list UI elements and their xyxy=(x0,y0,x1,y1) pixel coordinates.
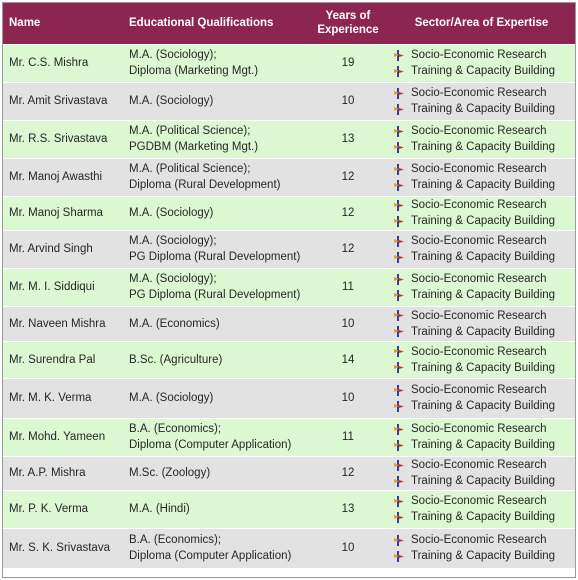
qualification-line: PGDBM (Marketing Mgt.) xyxy=(129,141,259,153)
cell-qualifications xyxy=(123,378,308,418)
cell-sector xyxy=(388,120,575,158)
sector-item xyxy=(394,177,569,193)
cell-qualifications xyxy=(123,456,308,490)
cell-sector xyxy=(388,456,575,490)
sector-label: Socio-Economic Research xyxy=(411,384,547,396)
sector-item xyxy=(394,63,569,79)
sector-item xyxy=(394,437,569,453)
sector-label: Socio-Economic Research xyxy=(411,423,547,435)
qualification-line: M.Sc. (Zoology) xyxy=(129,467,211,479)
cell-years: 13 xyxy=(341,133,355,145)
table-row xyxy=(3,158,575,196)
arrow-bullet-icon xyxy=(394,385,404,396)
cell-qualifications xyxy=(123,306,308,341)
sector-item xyxy=(394,344,569,360)
qualification-line: PG Diploma (Rural Development) xyxy=(129,251,301,263)
arrow-bullet-icon xyxy=(394,164,404,175)
cell-sector xyxy=(388,230,575,268)
cell-years: 12 xyxy=(341,467,355,479)
arrow-bullet-icon xyxy=(394,476,404,487)
cell-qualifications xyxy=(123,230,308,268)
cell-sector xyxy=(388,196,575,230)
sector-label: Socio-Economic Research xyxy=(411,495,547,507)
arrow-bullet-icon xyxy=(394,88,404,99)
cell-years: 12 xyxy=(341,243,355,255)
cell-name: Mr. C.S. Mishra xyxy=(9,57,89,69)
qualification-line: M.A. (Economics) xyxy=(129,317,220,330)
sector-label: Socio-Economic Research xyxy=(411,87,547,99)
qualification-line: M.A. (Sociology); xyxy=(129,273,217,285)
table-row xyxy=(3,378,575,418)
table-row xyxy=(3,306,575,341)
cell-name: Mr. A.P. Mishra xyxy=(9,467,86,479)
cell-name: Mr. Arvind Singh xyxy=(9,243,93,255)
cell-qualifications xyxy=(123,418,308,456)
sector-item xyxy=(394,308,569,324)
sector-label: Training & Capacity Building xyxy=(411,65,556,77)
sector-label: Socio-Economic Research xyxy=(411,163,547,175)
cell-sector xyxy=(388,268,575,306)
table-row xyxy=(3,341,575,378)
arrow-bullet-icon xyxy=(394,50,404,61)
header-experience-line2: Experience xyxy=(317,24,379,37)
cell-qualifications xyxy=(123,158,308,196)
table-row xyxy=(3,268,575,306)
cell-name: Mr. M. K. Verma xyxy=(9,392,92,404)
sector-item xyxy=(394,197,569,213)
sector-item xyxy=(394,85,569,101)
sector-label: Socio-Economic Research xyxy=(411,49,547,61)
cell-years: 12 xyxy=(341,171,355,183)
qualification-line: Diploma (Marketing Mgt.) xyxy=(129,65,259,77)
cell-qualifications xyxy=(123,268,308,306)
table-header-row xyxy=(3,3,575,44)
cell-name: Mr. Manoj Awasthi xyxy=(9,171,103,183)
arrow-bullet-icon xyxy=(394,362,404,373)
table-row xyxy=(3,196,575,230)
table-row xyxy=(3,528,575,568)
cell-sector xyxy=(388,418,575,456)
cell-qualifications xyxy=(123,44,308,82)
sector-item xyxy=(394,123,569,139)
cell-name: Mr. P. K. Verma xyxy=(9,503,89,515)
sector-label: Training & Capacity Building xyxy=(411,215,556,227)
arrow-bullet-icon xyxy=(394,460,404,471)
sector-label: Training & Capacity Building xyxy=(411,103,556,115)
sector-label: Training & Capacity Building xyxy=(411,511,556,523)
sector-item xyxy=(394,398,569,414)
table-row xyxy=(3,82,575,120)
sector-label: Socio-Economic Research xyxy=(411,125,547,137)
cell-name: Mr. Naveen Mishra xyxy=(9,317,106,330)
cell-sector xyxy=(388,378,575,418)
qualification-line: PG Diploma (Rural Development) xyxy=(129,289,301,301)
sector-item xyxy=(394,473,569,489)
cell-name: Mr. Surendra Pal xyxy=(9,353,96,366)
arrow-bullet-icon xyxy=(394,216,404,227)
sector-item xyxy=(394,532,569,548)
arrow-bullet-icon xyxy=(394,535,404,546)
cell-years: 14 xyxy=(341,353,355,366)
sector-label: Socio-Economic Research xyxy=(411,273,547,285)
arrow-bullet-icon xyxy=(394,180,404,191)
arrow-bullet-icon xyxy=(394,274,404,285)
qualification-line: M.A. (Sociology) xyxy=(129,207,214,219)
sector-item xyxy=(394,139,569,155)
header-name: Name xyxy=(9,17,41,30)
cell-years: 10 xyxy=(341,542,355,555)
arrow-bullet-icon xyxy=(394,310,404,321)
sector-item xyxy=(394,382,569,398)
arrow-bullet-icon xyxy=(394,142,404,153)
qualification-line: M.A. (Hindi) xyxy=(129,503,190,515)
arrow-bullet-icon xyxy=(394,66,404,77)
sector-item xyxy=(394,287,569,303)
table-row xyxy=(3,44,575,82)
qualification-line: B.A. (Economics); xyxy=(129,423,222,435)
sector-label: Training & Capacity Building xyxy=(411,439,556,451)
sector-item xyxy=(394,548,569,564)
sector-label: Training & Capacity Building xyxy=(411,325,556,338)
qualification-line: B.Sc. (Agriculture) xyxy=(129,353,223,366)
table-row xyxy=(3,490,575,528)
table-row xyxy=(3,418,575,456)
sector-label: Training & Capacity Building xyxy=(411,289,556,301)
cell-years: 10 xyxy=(341,317,355,330)
sector-label: Training & Capacity Building xyxy=(411,400,556,412)
qualification-line: M.A. (Sociology) xyxy=(129,95,214,107)
qualification-line: Diploma (Computer Application) xyxy=(129,550,292,563)
qualification-line: M.A. (Sociology) xyxy=(129,392,214,404)
arrow-bullet-icon xyxy=(394,440,404,451)
qualification-line: M.A. (Political Science); xyxy=(129,125,251,137)
arrow-bullet-icon xyxy=(394,236,404,247)
qualification-line: M.A. (Sociology); xyxy=(129,49,217,61)
cell-years: 11 xyxy=(342,431,354,443)
arrow-bullet-icon xyxy=(394,252,404,263)
cell-sector xyxy=(388,306,575,341)
cell-name: Mr. S. K. Srivastava xyxy=(9,542,110,555)
sector-label: Socio-Economic Research xyxy=(411,199,547,211)
cell-name: Mr. M. I. Siddiqui xyxy=(9,281,95,293)
cell-years: 11 xyxy=(342,281,354,293)
arrow-bullet-icon xyxy=(394,200,404,211)
sector-label: Socio-Economic Research xyxy=(411,534,547,547)
sector-label: Training & Capacity Building xyxy=(411,361,556,374)
cell-name: Mr. R.S. Srivastava xyxy=(9,133,108,145)
sector-label: Training & Capacity Building xyxy=(411,141,556,153)
cell-sector xyxy=(388,528,575,568)
arrow-bullet-icon xyxy=(394,346,404,357)
sector-item xyxy=(394,101,569,117)
sector-item xyxy=(394,324,569,340)
cell-qualifications xyxy=(123,196,308,230)
table-row xyxy=(3,120,575,158)
sector-label: Training & Capacity Building xyxy=(411,550,556,563)
qualification-line: Diploma (Computer Application) xyxy=(129,439,292,451)
sector-item xyxy=(394,509,569,525)
arrow-bullet-icon xyxy=(394,326,404,337)
sector-item xyxy=(394,360,569,376)
sector-item xyxy=(394,213,569,229)
cell-qualifications xyxy=(123,82,308,120)
table-body xyxy=(3,44,575,568)
sector-label: Socio-Economic Research xyxy=(411,345,547,358)
cell-sector xyxy=(388,44,575,82)
qualification-line: Diploma (Rural Development) xyxy=(129,179,281,191)
arrow-bullet-icon xyxy=(394,551,404,562)
sector-item xyxy=(394,233,569,249)
qualification-line: M.A. (Sociology); xyxy=(129,235,217,247)
sector-item xyxy=(394,421,569,437)
cell-qualifications xyxy=(123,528,308,568)
cell-years: 10 xyxy=(341,392,355,404)
arrow-bullet-icon xyxy=(394,424,404,435)
cell-sector xyxy=(388,82,575,120)
sector-item xyxy=(394,271,569,287)
qualification-line: B.A. (Economics); xyxy=(129,534,222,547)
arrow-bullet-icon xyxy=(394,496,404,507)
arrow-bullet-icon xyxy=(394,126,404,137)
header-experience xyxy=(308,3,388,44)
cell-years: 12 xyxy=(341,207,355,219)
sector-label: Socio-Economic Research xyxy=(411,235,547,247)
header-qualifications: Educational Qualifications xyxy=(129,17,274,30)
sector-item xyxy=(394,493,569,509)
cell-years: 13 xyxy=(341,503,355,515)
cell-name: Mr. Manoj Sharma xyxy=(9,207,103,219)
header-sector: Sector/Area of Expertise xyxy=(414,17,549,30)
cell-sector xyxy=(388,158,575,196)
arrow-bullet-icon xyxy=(394,290,404,301)
sector-label: Socio-Economic Research xyxy=(411,459,547,471)
sector-item xyxy=(394,249,569,265)
arrow-bullet-icon xyxy=(394,512,404,523)
header-experience-line1: Years of xyxy=(325,10,371,23)
sector-label: Training & Capacity Building xyxy=(411,179,556,191)
cell-name: Mr. Mohd. Yameen xyxy=(9,431,106,443)
sector-label: Socio-Economic Research xyxy=(411,309,547,322)
table-row xyxy=(3,456,575,490)
cell-name: Mr. Amit Srivastava xyxy=(9,95,108,107)
sector-label: Training & Capacity Building xyxy=(411,475,556,487)
cell-qualifications xyxy=(123,120,308,158)
arrow-bullet-icon xyxy=(394,104,404,115)
cell-sector xyxy=(388,341,575,378)
sector-label: Training & Capacity Building xyxy=(411,251,556,263)
sector-item xyxy=(394,47,569,63)
staff-table-frame xyxy=(2,2,576,578)
cell-years: 10 xyxy=(341,95,355,107)
cell-qualifications xyxy=(123,490,308,528)
qualification-line: M.A. (Political Science); xyxy=(129,163,251,175)
staff-table xyxy=(3,3,575,568)
cell-qualifications xyxy=(123,341,308,378)
cell-years: 19 xyxy=(341,57,355,69)
table-row xyxy=(3,230,575,268)
arrow-bullet-icon xyxy=(394,401,404,412)
sector-item xyxy=(394,457,569,473)
cell-sector xyxy=(388,490,575,528)
sector-item xyxy=(394,161,569,177)
